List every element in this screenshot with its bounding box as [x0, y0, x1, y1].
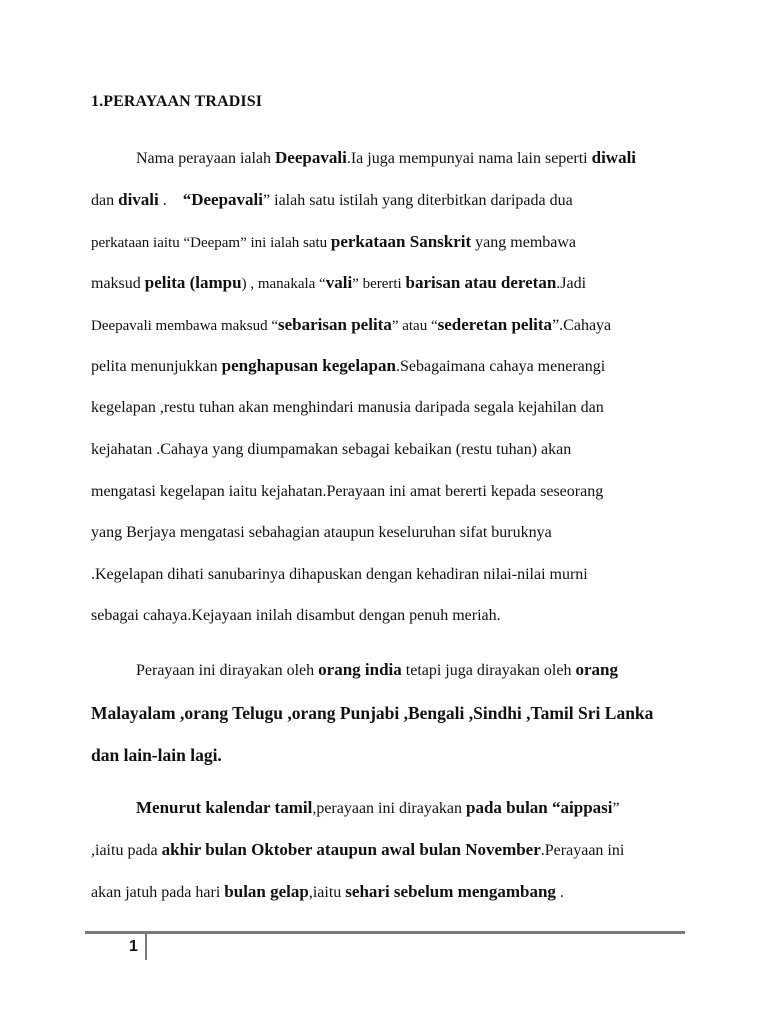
text-run: yang membawa	[471, 234, 577, 251]
text-run: .Jadi	[556, 275, 587, 292]
paragraph-1-line-11: .Kegelapan dihati sanubarinya dihapuskan dengan kehadiran nilai-nilai murni	[91, 566, 588, 583]
bold-term: sederetan pelita	[437, 315, 553, 334]
text-run: .Ia juga mempunyai nama lain seperti	[346, 150, 592, 167]
paragraph-1-line-12: sebagai cahaya.Kejayaan inilah disambut dengan penuh meriah.	[91, 607, 501, 624]
section-heading: 1.PERAYAAN TRADISI	[91, 93, 263, 110]
text-run: Perayaan ini dirayakan oleh	[136, 662, 319, 679]
text-run: tetapi juga dirayakan oleh	[401, 662, 576, 679]
paragraph-1-line-10: yang Berjaya mengatasi sebahagian ataupun keseluruhan sifat buruknya	[91, 524, 552, 541]
paragraph-1-line-1	[136, 148, 736, 169]
paragraph-1-line-2	[91, 190, 691, 211]
bold-term: pada bulan “aippasi	[466, 798, 613, 817]
paragraph-2-line-1	[136, 660, 736, 681]
text-run: .Sebagaimana cahaya menerangi	[395, 358, 606, 375]
paragraph-3-line-1	[136, 798, 736, 819]
paragraph-1-line-5	[91, 315, 691, 336]
page-number: 1	[129, 938, 138, 955]
text-run: ”.Cahaya	[552, 317, 612, 334]
text-run: ,iaitu	[308, 884, 346, 901]
bold-term: “Deepavali	[182, 190, 264, 209]
page-number-divider	[145, 934, 147, 960]
text-run: Nama perayaan ialah	[136, 150, 276, 167]
text-run: .	[158, 192, 183, 209]
text-run: .Perayaan ini	[540, 842, 625, 859]
bold-term: barisan atau deretan	[405, 273, 557, 292]
paragraph-1-line-4	[91, 273, 691, 294]
paragraph-1-line-6	[91, 356, 691, 377]
bold-term: vali	[325, 273, 353, 292]
text-run: ” atau “	[391, 318, 438, 334]
text-run: pelita menunjukkan	[91, 358, 222, 375]
bold-term: perkataan Sanskrit	[330, 232, 472, 251]
text-run: ) , manakala “	[241, 276, 326, 292]
text-run: .	[555, 884, 564, 901]
text-run: dan	[91, 192, 119, 209]
text-run: ,perayaan ini dirayakan	[312, 800, 467, 817]
paragraph-2-line-2: Malayalam ,orang Telugu ,orang Punjabi ,Bengali ,Sindhi ,Tamil Sri Lanka	[91, 703, 654, 723]
text-run: Deepavali membawa maksud “	[91, 318, 279, 334]
text-run: ” bererti	[352, 276, 406, 292]
paragraph-1-line-8: kejahatan .Cahaya yang diumpamakan sebagai kebaikan (restu tuhan) akan	[91, 441, 572, 458]
bold-term: pelita (lampu	[144, 273, 242, 292]
bold-term: Menurut kalendar tamil	[136, 798, 313, 817]
bold-term: sebarisan pelita	[278, 315, 392, 334]
bold-term: akhir bulan Oktober ataupun awal bulan November	[161, 840, 541, 859]
bold-term: orang	[575, 660, 618, 679]
text-run: ” ialah satu istilah yang diterbitkan daripada dua	[263, 192, 573, 209]
bold-term: bulan gelap	[224, 882, 309, 901]
paragraph-3-line-3	[91, 882, 691, 903]
bold-term: orang india	[318, 660, 402, 679]
paragraph-1-line-7: kegelapan ,restu tuhan akan menghindari manusia daripada segala kejahilan dan	[91, 399, 604, 416]
paragraph-1-line-9: mengatasi kegelapan iaitu kejahatan.Perayaan ini amat bererti kepada seseorang	[91, 483, 604, 500]
bold-term: penghapusan kegelapan	[221, 356, 396, 375]
text-run: ”	[612, 800, 620, 817]
text-run: ,iaitu pada	[91, 842, 162, 859]
bold-term: sehari sebelum mengambang	[345, 882, 556, 901]
bold-term: divali	[118, 190, 159, 209]
text-run: perkataan iaitu “Deepam” ini ialah satu	[91, 235, 331, 251]
paragraph-2-line-3: dan lain-lain lagi.	[91, 745, 222, 765]
text-run: maksud	[91, 275, 145, 292]
text-run: akan jatuh pada hari	[91, 884, 225, 901]
paragraph-1-line-3	[91, 232, 691, 253]
footer-divider	[85, 931, 685, 934]
bold-term: Deepavali	[275, 148, 347, 167]
bold-term: diwali	[591, 148, 637, 167]
paragraph-3-line-2	[91, 840, 691, 861]
